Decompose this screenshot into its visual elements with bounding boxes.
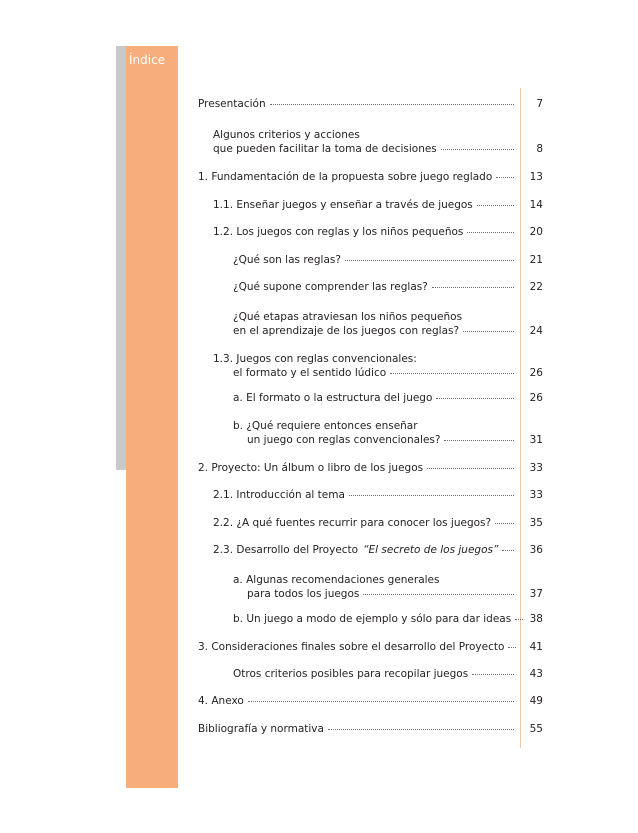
leader-dots [328,729,514,730]
toc-page-number: 21 [529,254,543,266]
toc-entry[interactable] [198,694,543,708]
toc-entry-text: un juego con reglas convencionales? [247,434,441,446]
toc-page-number: 13 [529,171,543,183]
toc-entry[interactable] [198,419,543,447]
toc-page-number: 26 [529,367,543,379]
toc-entry-text: Algunos criterios y acciones [213,129,360,141]
toc-entry[interactable] [198,170,543,184]
leader-dots [432,287,514,288]
toc-entry[interactable] [198,488,543,502]
leader-dots [427,468,514,469]
toc-entry[interactable] [198,253,543,267]
leader-dots [444,440,514,441]
toc-entry[interactable] [198,352,543,380]
leader-dots [477,205,514,206]
toc-entry-text: b. Un juego a modo de ejemplo y sólo para dar ideas [233,613,512,625]
toc-entry[interactable] [198,225,543,239]
toc-entry-text: a. El formato o la estructura del juego [233,392,433,404]
toc-entry-text: 1.1. Enseñar juegos y enseñar a través de juegos [213,199,473,211]
toc-page-number: 33 [529,462,543,474]
leader-dots [508,647,516,648]
toc-entry-text: 2. Proyecto: Un álbum o libro de los juegos [198,462,424,474]
leader-dots [441,149,514,150]
toc-page-number: 8 [536,143,543,155]
leader-dots [496,177,514,178]
toc-entry-text: a. Algunas recomendaciones generales [233,574,440,586]
toc-page-number: 36 [529,544,543,556]
toc-entry-text: 2.1. Introducción al tema [213,489,345,501]
leader-dots [349,495,514,496]
sidebar-accent-orange [126,46,178,788]
toc-page-number: 24 [529,325,543,337]
toc-entry-text: ¿Qué supone comprender las reglas? [233,281,428,293]
toc-page-number: 38 [529,613,543,625]
toc-page-number: 49 [529,695,543,707]
toc-page-number: 43 [529,668,543,680]
toc-entry[interactable] [198,97,543,111]
toc-entry[interactable] [198,128,543,156]
toc-entry-text: ¿Qué etapas atraviesan los niños pequeños [233,311,463,323]
toc-entry-text: el formato y el sentido lúdico [233,367,387,379]
toc-entry[interactable] [198,722,543,736]
toc-entry[interactable] [198,573,543,601]
toc-entry-text: 4. Anexo [198,695,244,707]
toc-entry-text: Bibliografía y normativa [198,723,324,735]
leader-dots [463,331,514,332]
leader-dots [363,594,514,595]
toc-page-number: 26 [529,392,543,404]
toc-entry[interactable] [198,461,543,475]
leader-dots [270,104,514,105]
leader-dots [248,701,514,702]
toc-entry[interactable] [198,280,543,294]
toc-entry[interactable] [198,667,543,681]
toc-entry-text: b. ¿Qué requiere entonces enseñar [233,420,418,432]
toc-entry-text: en el aprendizaje de los juegos con reglas? [233,325,460,337]
toc-entry-text: para todos los juegos [247,588,360,600]
toc-entry-text: que pueden facilitar la toma de decisiones [213,143,437,155]
toc-entry[interactable] [198,310,543,338]
toc-page-number: 37 [529,588,543,600]
toc-entry-text: 2.2. ¿A qué fuentes recurrir para conocer los juegos? [213,517,492,529]
toc-page-number: 14 [529,199,543,211]
toc-entry-text: 2.3. Desarrollo del Proyecto [213,544,359,556]
toc-entry-italic-title: “El secreto de los juegos” [363,544,499,556]
toc-page-number: 31 [529,434,543,446]
toc-entry[interactable] [198,640,543,654]
leader-dots [436,398,514,399]
toc-page-number: 20 [529,226,543,238]
leader-dots [495,523,514,524]
toc-page-number: 41 [529,641,543,653]
toc-entry-text: ¿Qué son las reglas? [233,254,341,266]
toc-entry-text: Presentación [198,98,266,110]
toc-entry[interactable] [198,516,543,530]
toc-entry-text: 1. Fundamentación de la propuesta sobre juego reglado [198,171,493,183]
toc-page-number: 33 [529,489,543,501]
toc-entry-text: 1.3. Juegos con reglas convencionales: [213,353,417,365]
leader-dots [390,373,514,374]
sidebar-accent-grey [116,46,126,470]
toc-page-number: 7 [536,98,543,110]
toc-entry[interactable] [198,612,543,626]
leader-dots [472,674,514,675]
leader-dots [467,232,514,233]
toc-page-number: 35 [529,517,543,529]
toc-page-number: 22 [529,281,543,293]
toc-entry[interactable] [198,198,543,212]
toc-page-number: 55 [529,723,543,735]
leader-dots [502,550,514,551]
toc-entry-text: 3. Consideraciones finales sobre el desarrollo del Proyecto [198,641,505,653]
section-title: Índice [129,53,166,67]
toc-entry-text: 1.2. Los juegos con reglas y los niños pequeños [213,226,464,238]
toc-entry[interactable] [198,391,543,405]
toc-entry-text: Otros criterios posibles para recopilar juegos [233,668,469,680]
leader-dots [345,260,514,261]
toc-entry[interactable] [198,543,543,557]
